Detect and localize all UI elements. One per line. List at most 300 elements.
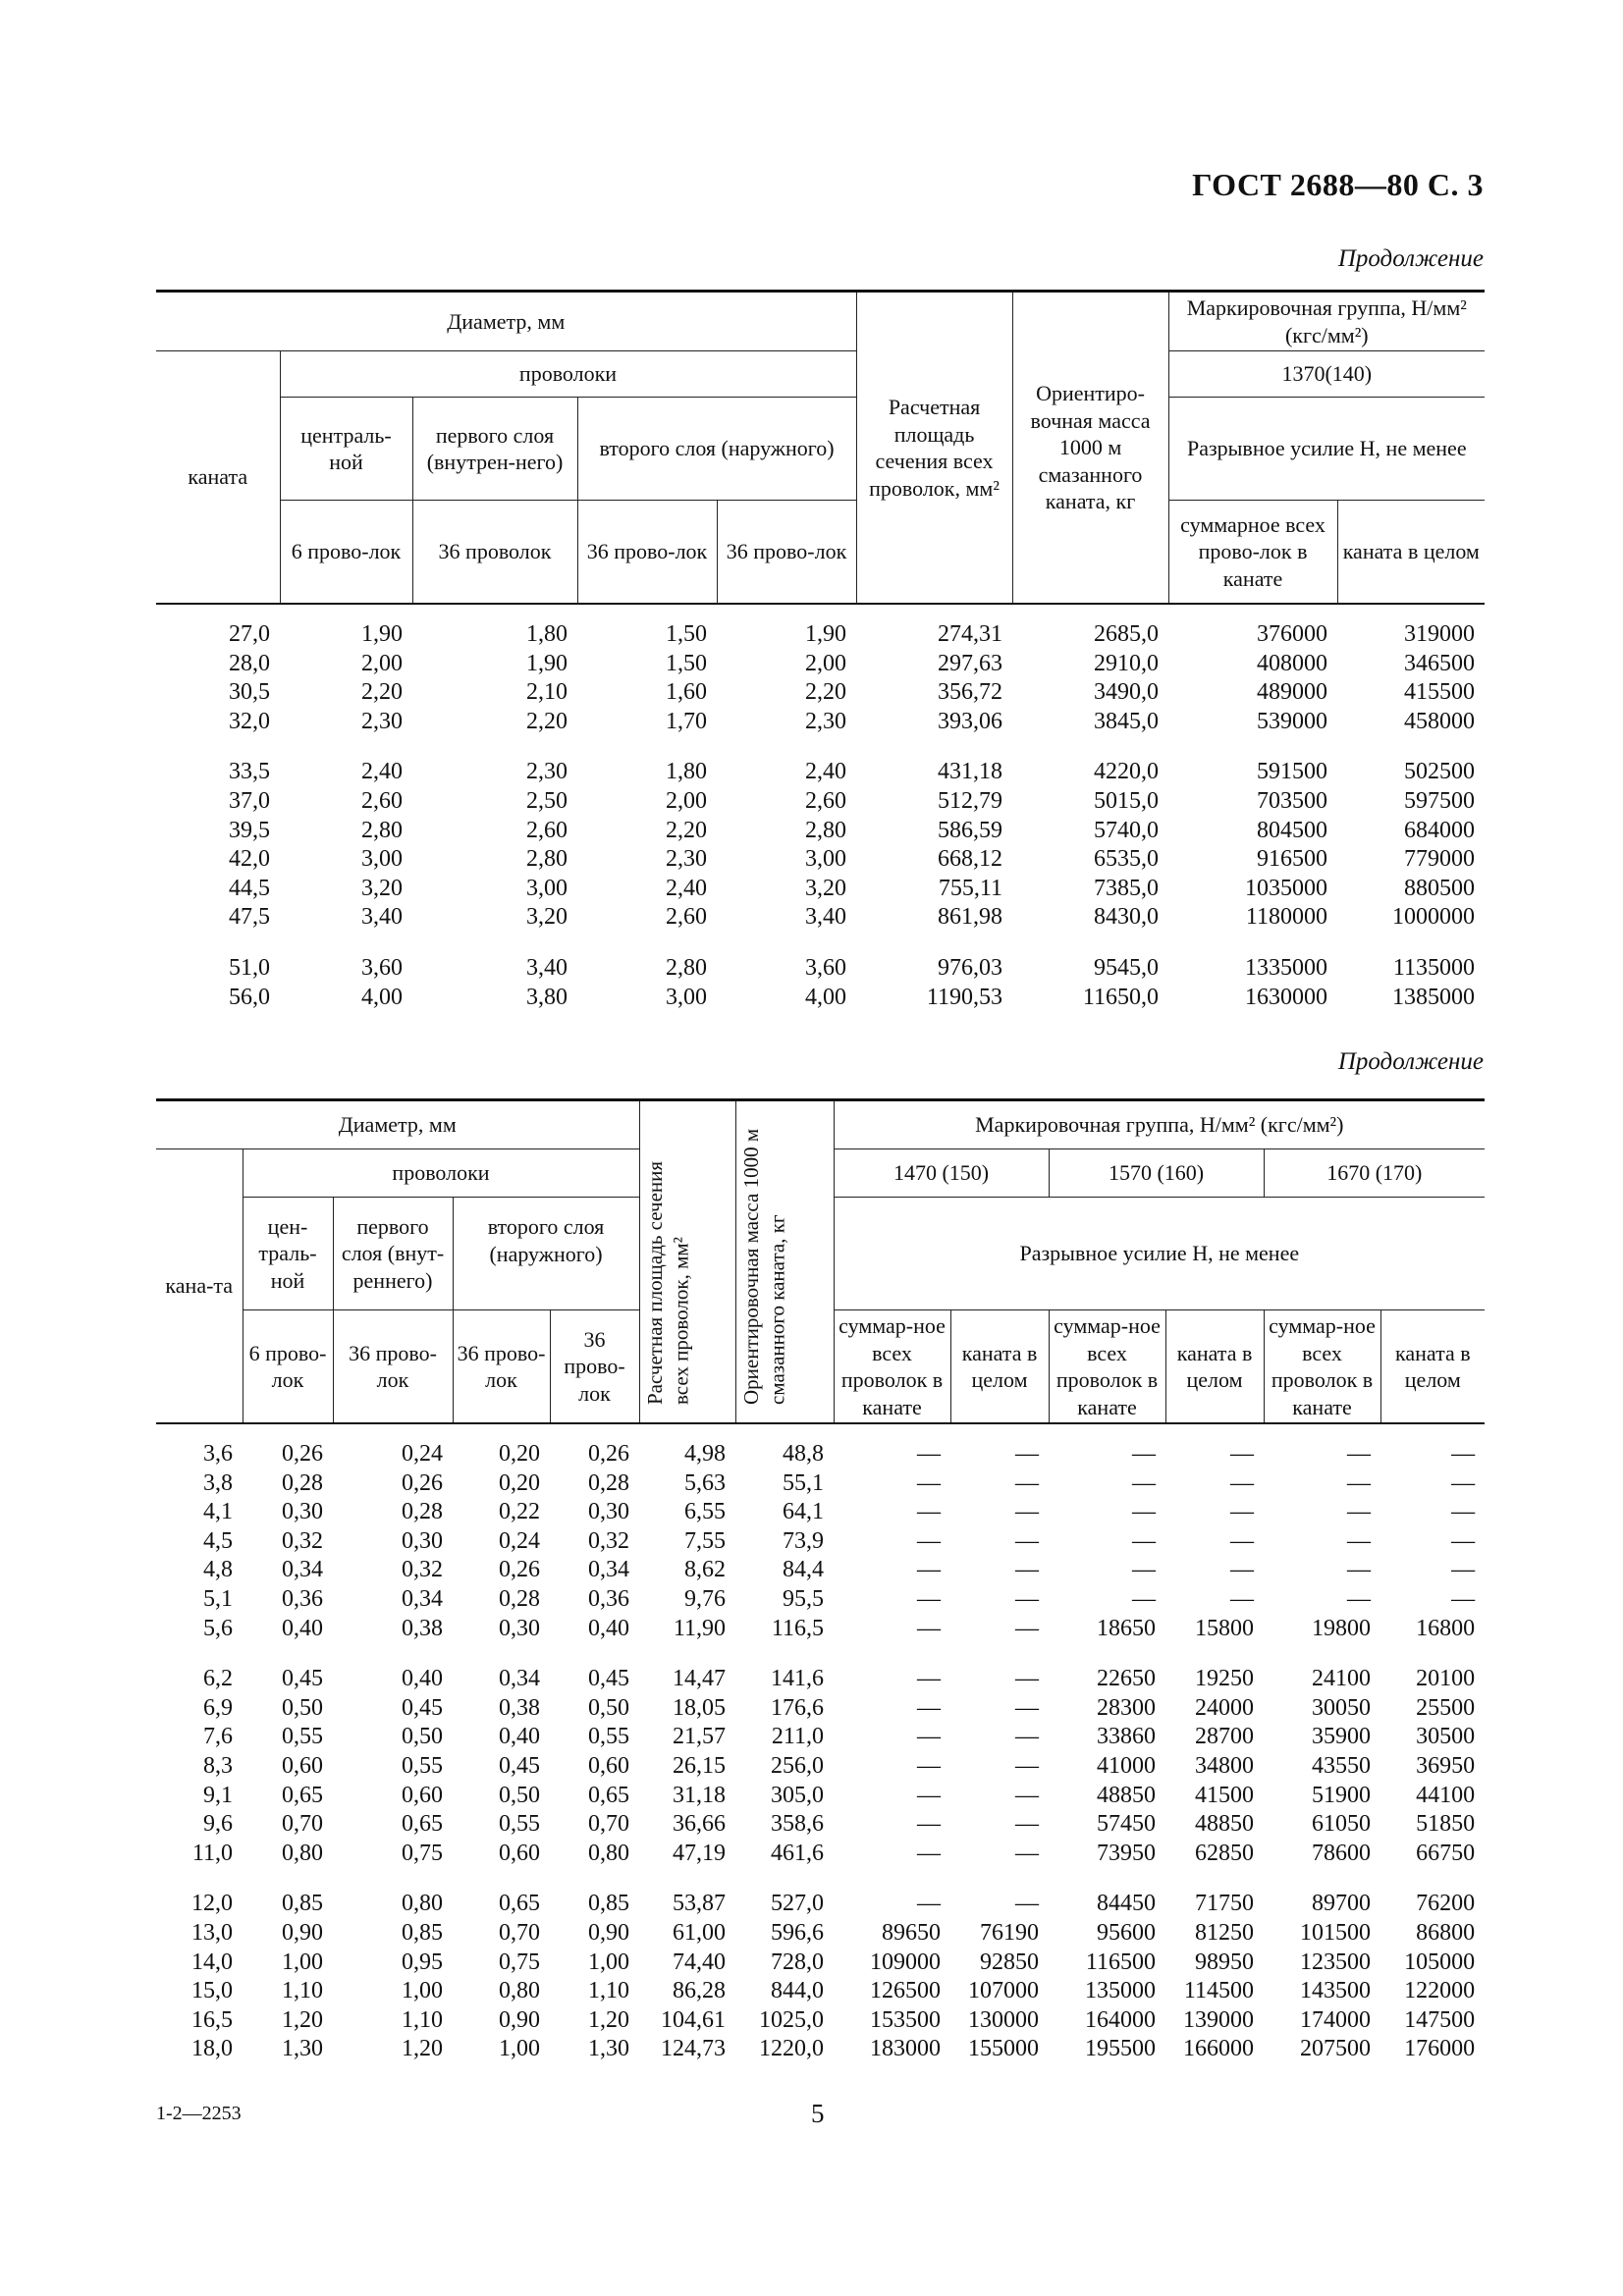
table-cell: 1035000 — [1245, 875, 1328, 901]
table-cell: 0,65 — [588, 1782, 630, 1808]
table-cell: 3,8 — [203, 1469, 233, 1496]
spacer-cell — [156, 933, 1485, 954]
table-cell: 43550 — [1312, 1752, 1372, 1779]
rope-table-2 — [156, 1098, 1485, 2064]
table-cell: 84,4 — [783, 1557, 825, 1583]
table-cell: 42,0 — [229, 846, 270, 873]
table-cell: — — [1132, 1585, 1157, 1612]
table-cell: 20100 — [1416, 1666, 1476, 1692]
table-cell: 1335000 — [1245, 954, 1328, 981]
table-cell: — — [917, 1840, 942, 1866]
table-cell: 0,60 — [588, 1752, 630, 1779]
table-cell: — — [917, 1752, 942, 1779]
table-row — [156, 1423, 1485, 1469]
table-cell: 597500 — [1404, 787, 1476, 814]
table-cell: — — [917, 1441, 942, 1467]
table-cell: — — [1132, 1557, 1157, 1583]
table-cell: 2910,0 — [1094, 650, 1160, 676]
table-cell: 502500 — [1404, 759, 1476, 785]
table-cell: — — [1230, 1469, 1255, 1496]
table-cell: 0,60 — [282, 1752, 323, 1779]
table-cell: 358,6 — [771, 1811, 825, 1838]
table-cell: 114500 — [1183, 1978, 1255, 2004]
table-cell: 101500 — [1300, 1919, 1372, 1946]
table-cell: — — [1015, 1666, 1040, 1692]
table-cell: 39,5 — [229, 817, 270, 843]
table-cell: 1,00 — [499, 2036, 540, 2062]
table-row — [156, 604, 1485, 650]
table-cell: 36950 — [1416, 1752, 1476, 1779]
table-cell: 105000 — [1404, 1949, 1476, 1975]
group-1370-header: 1370(140) — [1168, 351, 1485, 398]
table-cell: 2,20 — [361, 679, 403, 706]
table-cell: 51900 — [1312, 1782, 1372, 1808]
table-cell: 2,60 — [805, 787, 847, 814]
table-cell: 512,79 — [938, 787, 1003, 814]
table-cell: 0,75 — [402, 1840, 443, 1866]
wires-header: проволоки — [243, 1149, 639, 1198]
group-1670-header: 1670 (170) — [1264, 1149, 1485, 1198]
table-cell: 76200 — [1416, 1891, 1476, 1917]
table-cell: 8,62 — [684, 1557, 727, 1583]
table-cell: 3,60 — [805, 954, 847, 981]
table-cell: 6,9 — [203, 1694, 233, 1721]
table-cell: 2,30 — [526, 759, 568, 785]
table-cell: 0,70 — [588, 1811, 630, 1838]
table-row — [156, 678, 1485, 708]
group-spacer — [156, 736, 1485, 758]
table-cell: 586,59 — [938, 817, 1003, 843]
table-cell: 0,26 — [588, 1441, 630, 1467]
first-layer-header: первого слоя (внут-реннего) — [333, 1198, 453, 1310]
footer-code: 1-2—2253 — [156, 2103, 242, 2124]
table-cell: — — [1451, 1499, 1476, 1525]
table-cell: 274,31 — [938, 621, 1003, 647]
table-cell: 30,5 — [229, 679, 270, 706]
table-row — [156, 1527, 1485, 1557]
table-cell: 19800 — [1312, 1615, 1372, 1641]
table-cell: — — [1015, 1527, 1040, 1554]
table-cell: 3,40 — [526, 954, 568, 981]
table-cell: 5015,0 — [1094, 787, 1160, 814]
second-layer-header: второго слоя (наружного) — [453, 1198, 639, 1310]
table-cell: 0,55 — [402, 1752, 443, 1779]
table-cell: 24000 — [1195, 1694, 1255, 1721]
table-cell: 1,00 — [282, 1949, 323, 1975]
table-cell: 0,40 — [499, 1724, 540, 1750]
table-cell: — — [1230, 1441, 1255, 1467]
table-cell: 2,00 — [666, 787, 707, 814]
table-cell: 34800 — [1195, 1752, 1255, 1779]
table-cell: 1630000 — [1245, 984, 1328, 1010]
table-cell: — — [1015, 1499, 1040, 1525]
table-cell: 0,30 — [402, 1527, 443, 1554]
table-cell: 166000 — [1183, 2036, 1255, 2062]
whole-rope-header: каната в целом — [1337, 501, 1485, 605]
table-cell: 11,90 — [673, 1615, 727, 1641]
table-cell: 81250 — [1195, 1919, 1255, 1946]
table-cell: 56,0 — [229, 984, 270, 1010]
table-cell: 4,00 — [805, 984, 847, 1010]
spacer-cell — [156, 736, 1485, 758]
table-cell: — — [917, 1782, 942, 1808]
table-row — [156, 903, 1485, 933]
table-cell: 8430,0 — [1094, 904, 1160, 931]
table-cell: 2,00 — [805, 650, 847, 676]
table-cell: 61050 — [1312, 1811, 1372, 1838]
36-wires-header: 36 проволок — [412, 501, 577, 605]
table-row — [156, 1723, 1485, 1752]
table-cell: 76190 — [980, 1919, 1040, 1946]
table-cell: 2,80 — [361, 817, 403, 843]
table-cell: 415500 — [1404, 679, 1476, 706]
table-cell: 0,22 — [499, 1499, 540, 1525]
table-cell: 1,00 — [402, 1978, 443, 2004]
table-cell: 1,50 — [666, 621, 707, 647]
table-cell: 2,30 — [805, 708, 847, 734]
table-cell: 2,60 — [526, 817, 568, 843]
table-cell: 0,55 — [282, 1724, 323, 1750]
table-cell: 21,57 — [673, 1724, 727, 1750]
table-cell: 3,00 — [805, 846, 847, 873]
table-cell: 0,65 — [402, 1811, 443, 1838]
table-cell: 779000 — [1404, 846, 1476, 873]
table-cell: 305,0 — [771, 1782, 825, 1808]
table-cell: 126500 — [870, 1978, 942, 2004]
table-cell: 24100 — [1312, 1666, 1372, 1692]
table-cell: — — [1347, 1441, 1372, 1467]
rope-header: каната — [156, 351, 280, 605]
table-cell: 74,40 — [673, 1949, 727, 1975]
table-cell: 86,28 — [673, 1978, 727, 2004]
table-cell: — — [1015, 1557, 1040, 1583]
table-cell: 668,12 — [938, 846, 1003, 873]
table-cell: 1,20 — [588, 2006, 630, 2033]
table-cell: 3,40 — [805, 904, 847, 931]
table-cell: 3,00 — [666, 984, 707, 1010]
table-row — [156, 1890, 1485, 1919]
table-cell: 0,95 — [402, 1949, 443, 1975]
table-row — [156, 758, 1485, 787]
table-cell: 18,05 — [673, 1694, 727, 1721]
table-cell: 73950 — [1097, 1840, 1157, 1866]
table-cell: — — [1015, 1782, 1040, 1808]
table-cell: — — [1347, 1585, 1372, 1612]
table-cell: 0,28 — [499, 1585, 540, 1612]
table-cell: 0,85 — [588, 1891, 630, 1917]
table-cell: 5,6 — [203, 1615, 233, 1641]
table-cell: — — [1015, 1840, 1040, 1866]
table-row — [156, 817, 1485, 846]
table-row — [156, 1949, 1485, 1978]
table-cell: 62850 — [1195, 1840, 1255, 1866]
table-cell: 0,34 — [588, 1557, 630, 1583]
table-cell: 728,0 — [771, 1949, 825, 1975]
table-cell: 4,8 — [203, 1557, 233, 1583]
table-cell: 0,30 — [282, 1499, 323, 1525]
table-cell: 2,30 — [361, 708, 403, 734]
table-cell: 9,1 — [203, 1782, 233, 1808]
six-wires-header: 6 прово-лок — [280, 501, 412, 605]
table-cell: 89650 — [882, 1919, 942, 1946]
table-cell: 8,3 — [203, 1752, 233, 1779]
group-header: Маркировочная группа, Н/мм² (кгс/мм²) — [834, 1100, 1485, 1149]
table-cell: 51,0 — [229, 954, 270, 981]
table-cell: 37,0 — [229, 787, 270, 814]
table-cell: 7,6 — [203, 1724, 233, 1750]
table-cell: 684000 — [1404, 817, 1476, 843]
table-cell: 0,32 — [588, 1527, 630, 1554]
table-cell: 0,90 — [282, 1919, 323, 1946]
table-row — [156, 1919, 1485, 1949]
table-cell: 11650,0 — [1082, 984, 1160, 1010]
table-cell: 1,10 — [588, 1978, 630, 2004]
table-cell: 47,19 — [673, 1840, 727, 1866]
table-cell: 4220,0 — [1094, 759, 1160, 785]
table-cell: 3490,0 — [1094, 679, 1160, 706]
table-cell: 0,80 — [499, 1978, 540, 2004]
36-wires-outer-header: 36 прово-лок — [717, 501, 856, 605]
table-cell: 1,50 — [666, 650, 707, 676]
table-cell: 13,0 — [191, 1919, 233, 1946]
table-cell: 2,40 — [361, 759, 403, 785]
table-cell: 3,20 — [805, 875, 847, 901]
table-cell: 2,20 — [805, 679, 847, 706]
table-cell: 1,00 — [588, 1949, 630, 1975]
table-cell: 11,0 — [191, 1840, 233, 1866]
table-cell: 0,26 — [282, 1441, 323, 1467]
table-cell: 0,28 — [402, 1499, 443, 1525]
table-row — [156, 1498, 1485, 1527]
table-cell: 1,10 — [282, 1978, 323, 2004]
table-cell: — — [1132, 1469, 1157, 1496]
36-wires-outer-header: 36 прово-лок — [453, 1310, 550, 1424]
table-cell: — — [917, 1527, 942, 1554]
table-cell: — — [1347, 1469, 1372, 1496]
table-row — [156, 1840, 1485, 1869]
table-cell: 0,45 — [402, 1694, 443, 1721]
whole-rope-header: каната в целом — [1165, 1310, 1264, 1424]
table-cell: 139000 — [1183, 2006, 1255, 2033]
group-spacer — [156, 1643, 1485, 1665]
table-cell: 356,72 — [938, 679, 1003, 706]
table-cell: 539000 — [1257, 708, 1328, 734]
table-cell: 1,60 — [666, 679, 707, 706]
table-cell: 3,40 — [361, 904, 403, 931]
table-cell: 0,55 — [588, 1724, 630, 1750]
table-cell: 2,40 — [805, 759, 847, 785]
central-header: централь-ной — [280, 398, 412, 501]
wires-header: проволоки — [280, 351, 856, 398]
table-cell: 19250 — [1195, 1666, 1255, 1692]
table-cell: 64,1 — [783, 1499, 825, 1525]
table-cell: 3,20 — [526, 904, 568, 931]
table-cell: 0,24 — [499, 1527, 540, 1554]
table-cell: 0,50 — [588, 1694, 630, 1721]
table-cell: — — [917, 1724, 942, 1750]
table-cell: — — [1132, 1527, 1157, 1554]
table-cell: 376000 — [1257, 621, 1328, 647]
table-cell: 1,90 — [805, 621, 847, 647]
table-cell: 2,30 — [666, 846, 707, 873]
table-cell: 36,66 — [673, 1811, 727, 1838]
table-cell: 2,80 — [666, 954, 707, 981]
table-cell: 48,8 — [783, 1441, 825, 1467]
table-cell: 0,28 — [588, 1469, 630, 1496]
table2-body — [156, 1423, 1485, 2064]
table-cell: 0,80 — [402, 1891, 443, 1917]
table-cell: 1,10 — [402, 2006, 443, 2033]
table-cell: 703500 — [1257, 787, 1328, 814]
table-cell: — — [917, 1891, 942, 1917]
table-cell: 33,5 — [229, 759, 270, 785]
table-cell: 147500 — [1404, 2006, 1476, 2033]
table-cell: — — [917, 1469, 942, 1496]
table-cell: 3,00 — [526, 875, 568, 901]
rope-table-1 — [156, 290, 1485, 1012]
table-cell: 1,30 — [588, 2036, 630, 2062]
table-cell: 195500 — [1085, 2036, 1157, 2062]
36-wires-header: 36 прово-лок — [333, 1310, 453, 1424]
table-cell: 57450 — [1097, 1811, 1157, 1838]
table-cell: 1,90 — [361, 621, 403, 647]
table-cell: 41500 — [1195, 1782, 1255, 1808]
table-cell: 3,6 — [203, 1441, 233, 1467]
table-cell: 0,40 — [402, 1666, 443, 1692]
table-cell: 6,55 — [684, 1499, 727, 1525]
table-cell: 2,80 — [805, 817, 847, 843]
table-cell: — — [1015, 1469, 1040, 1496]
table-cell: — — [917, 1694, 942, 1721]
table-cell: 591500 — [1257, 759, 1328, 785]
table-cell: 0,30 — [499, 1615, 540, 1641]
table-cell: 1,20 — [282, 2006, 323, 2033]
table-cell: 28700 — [1195, 1724, 1255, 1750]
table-cell: 41000 — [1097, 1752, 1157, 1779]
table-cell: 0,45 — [282, 1666, 323, 1692]
table-cell: 2,60 — [361, 787, 403, 814]
table-row — [156, 1810, 1485, 1840]
table-cell: — — [1015, 1615, 1040, 1641]
table-row — [156, 875, 1485, 904]
table-cell: 53,87 — [673, 1891, 727, 1917]
group-1470-header: 1470 (150) — [834, 1149, 1049, 1198]
table-cell: — — [1230, 1557, 1255, 1583]
table-cell: 861,98 — [938, 904, 1003, 931]
table-cell: 26,15 — [673, 1752, 727, 1779]
table-cell: 32,0 — [229, 708, 270, 734]
table-cell: 107000 — [968, 1978, 1040, 2004]
table-cell: 48850 — [1195, 1811, 1255, 1838]
table-cell: 2,10 — [526, 679, 568, 706]
table-cell: 211,0 — [771, 1724, 825, 1750]
table-cell: 0,32 — [402, 1557, 443, 1583]
table-row — [156, 1615, 1485, 1644]
page-number: 5 — [811, 2099, 825, 2128]
table-row — [156, 1585, 1485, 1615]
table-cell: 9545,0 — [1094, 954, 1160, 981]
table-cell: — — [1015, 1441, 1040, 1467]
table-cell: — — [1347, 1527, 1372, 1554]
sum-wires-header: суммар-ное всех проволок в канате — [834, 1310, 950, 1424]
table-cell: 1,90 — [526, 650, 568, 676]
table-cell: 153500 — [870, 2006, 942, 2033]
table-cell: 47,5 — [229, 904, 270, 931]
mass-header: Ориентиро-вочная масса 1000 м смазанного каната, кг — [1012, 292, 1168, 605]
table-cell: 71750 — [1195, 1891, 1255, 1917]
table-cell: 28,0 — [229, 650, 270, 676]
table-cell: 0,34 — [499, 1666, 540, 1692]
table-cell: 12,0 — [191, 1891, 233, 1917]
table-cell: 1,80 — [526, 621, 568, 647]
table-cell: 27,0 — [229, 621, 270, 647]
table-cell: — — [917, 1666, 942, 1692]
table-cell: 22650 — [1097, 1666, 1157, 1692]
table-cell: 5740,0 — [1094, 817, 1160, 843]
table-cell: 44100 — [1416, 1782, 1476, 1808]
table-cell: — — [917, 1557, 942, 1583]
table-row — [156, 954, 1485, 984]
group-1570-header: 1570 (160) — [1049, 1149, 1264, 1198]
table1-body — [156, 604, 1485, 1012]
table-cell: 0,65 — [499, 1891, 540, 1917]
sum-wires-header: суммар-ное всех проволок в канате — [1049, 1310, 1165, 1424]
table-cell: 130000 — [968, 2006, 1040, 2033]
table-cell: 4,1 — [203, 1499, 233, 1525]
table-cell: 2,60 — [666, 904, 707, 931]
table-cell: 155000 — [968, 2036, 1040, 2062]
table-cell: 164000 — [1085, 2006, 1157, 2033]
table-cell: — — [1347, 1499, 1372, 1525]
table-cell: 0,60 — [402, 1782, 443, 1808]
whole-rope-header: каната в целом — [950, 1310, 1049, 1424]
table-cell: — — [1451, 1557, 1476, 1583]
table-cell: 844,0 — [771, 1978, 825, 2004]
table-cell: 18,0 — [191, 2036, 233, 2062]
table-cell: 458000 — [1404, 708, 1476, 734]
table-cell: — — [1015, 1752, 1040, 1779]
breaking-force-header: Разрывное усилие Н, не менее — [1168, 398, 1485, 501]
table-cell: 1,30 — [282, 2036, 323, 2062]
table-cell: 0,28 — [282, 1469, 323, 1496]
table-cell: 9,6 — [203, 1811, 233, 1838]
table-cell: 31,18 — [673, 1782, 727, 1808]
table-cell: — — [1451, 1441, 1476, 1467]
table-cell: 319000 — [1404, 621, 1476, 647]
table-cell: 176,6 — [771, 1694, 825, 1721]
table-cell: 0,40 — [588, 1615, 630, 1641]
table-cell: 0,36 — [588, 1585, 630, 1612]
table-cell: 0,36 — [282, 1585, 323, 1612]
table-cell: — — [917, 1811, 942, 1838]
table-cell: 1385000 — [1392, 984, 1476, 1010]
table-cell: 0,50 — [282, 1694, 323, 1721]
table-cell: 0,40 — [282, 1615, 323, 1641]
sum-wires-header: суммар-ное всех проволок в канате — [1264, 1310, 1380, 1424]
whole-rope-header: каната в целом — [1380, 1310, 1485, 1424]
table-cell: 174000 — [1300, 2006, 1372, 2033]
table-cell: 0,26 — [499, 1557, 540, 1583]
table-cell: 61,00 — [673, 1919, 727, 1946]
table-cell: 73,9 — [783, 1527, 825, 1554]
table-cell: 1180000 — [1245, 904, 1328, 931]
table-cell: 15800 — [1195, 1615, 1255, 1641]
table-cell: 98950 — [1195, 1949, 1255, 1975]
continuation-label: Продолжение — [1337, 245, 1484, 272]
continuation-label: Продолжение — [1337, 1048, 1484, 1075]
table-cell: 109000 — [870, 1949, 942, 1975]
table-cell: 346500 — [1404, 650, 1476, 676]
